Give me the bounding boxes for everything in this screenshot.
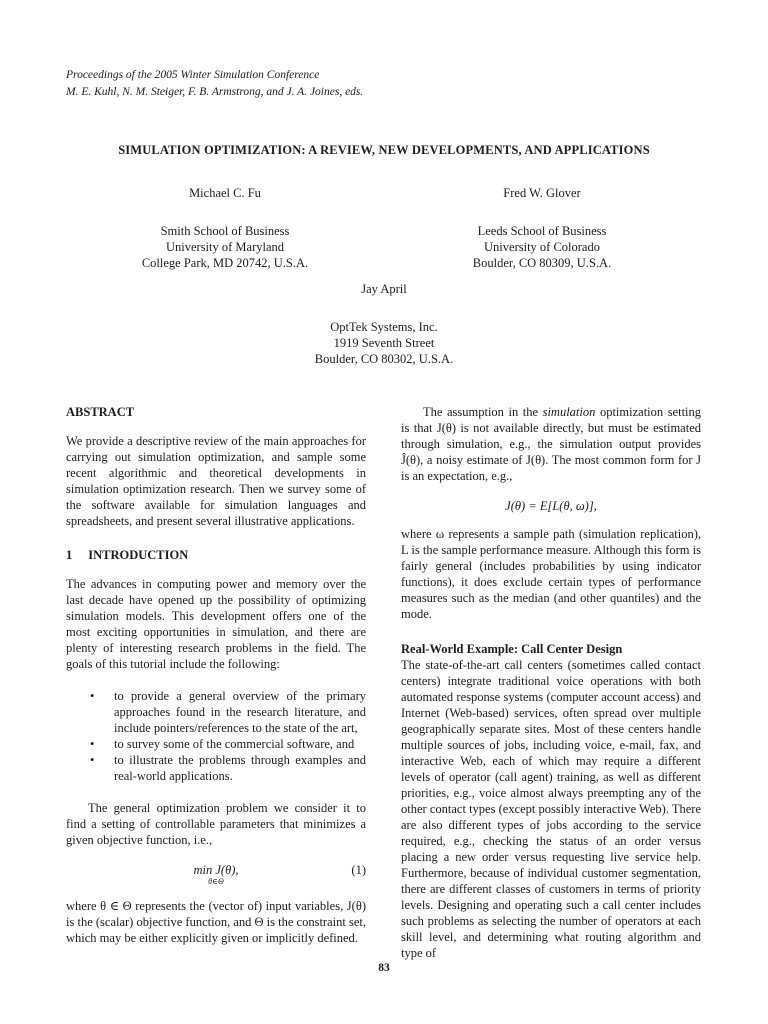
- list-item: • to provide a general overview of the primary approaches found in the research literature, and include pointers/references to the state of the art,: [90, 689, 366, 735]
- equation-1-expression: min J(θ),: [193, 863, 239, 877]
- example-paragraph: The state-of-the-art call centers (sometimes called contact centers) integrate traditional voice operations with both automated response systems (computer account access) and Internet (Web-based) services, often spread over multiple geographically separate sites. Most of these centers handle multiple sources of jobs, including voice, e-mail, fax, and interactive Web, each of which may require a different levels of operator (call agent) training, as well as different priorities, e.g., voice almost always preempting any of the other contact types (except possibly interactive Web). There are also different types of jobs according to the service required, e.g., checking the status of an order versus placing a new order versus requesting live service help. Furthermore, because of individual customer segmentation, there are different classes of customers in terms of priority levels. Designing and operating such a call center includes such problems as selecting the number of operators at each skill level, and determining what routing algorithm and type of: [401, 658, 701, 960]
- left-column: [66, 404, 366, 946]
- goals-list: [66, 688, 366, 784]
- definitions-paragraph: where θ ∈ Θ represents the (vector of) input variables, J(θ) is the (scalar) objective function, and Θ is the constraint set, which may be either explicitly given or implicitly defined.: [66, 899, 366, 945]
- assumption-paragraph: The assumption in the simulation optimization setting is that J(θ) is not available directly, but must be estimated through simulation, e.g., the simulation output provides Ĵ(θ), a noisy estimate of J(θ). The most common form for J is an expectation, e.g.,: [401, 405, 702, 483]
- author-block-april: [289, 281, 479, 367]
- list-item: • to illustrate the problems through examples and real-world applications.: [90, 753, 366, 783]
- author-affiliation: University of Colorado: [484, 240, 600, 254]
- equation-1: [66, 862, 366, 890]
- author-affiliation: College Park, MD 20742, U.S.A.: [141, 256, 309, 270]
- author-affiliation: Leeds School of Business: [477, 224, 607, 238]
- author-affiliation: Boulder, CO 80302, U.S.A.: [314, 352, 454, 366]
- author-affiliation: OptTek Systems, Inc.: [330, 320, 438, 334]
- author-affiliation: 1919 Seventh Street: [333, 336, 435, 350]
- section-heading-introduction: [66, 547, 366, 563]
- abstract-text: We provide a descriptive review of the main approaches for carrying out simulation optimization, and sample some recent algorithmic and theoretical developments in simulation optimization research. Then we survey some of the software available for simulation languages and spreadsheets, and present several illustrative applications.: [66, 434, 366, 528]
- list-item: • to survey some of the commercial software, and: [90, 737, 355, 751]
- equation-1-subscript: θ∈Θ: [208, 877, 224, 886]
- author-name: Jay April: [361, 282, 407, 296]
- equation-1-number: (1): [351, 863, 366, 877]
- paper-title: SIMULATION OPTIMIZATION: A REVIEW, NEW DEVELOPMENTS, AND APPLICATIONS: [118, 143, 650, 157]
- sample-path-paragraph: where ω represents a sample path (simulation replication), L is the sample performance measure. Although this form is fairly general (includes probabilities by using indicator functions), it does exclude certain types of performance measures such as the median (and other quantiles) and the mode.: [401, 527, 701, 621]
- equation-2: J(θ) = E[L(θ, ω)],: [505, 499, 597, 513]
- section-number: 1: [66, 548, 73, 562]
- emphasis-simulation: simulation: [542, 405, 596, 419]
- abstract-heading: ABSTRACT: [66, 405, 135, 419]
- problem-paragraph: The general optimization problem we consider it to find a setting of controllable parameters that minimizes a given objective function, i.e.,: [66, 801, 366, 847]
- intro-paragraph: The advances in computing power and memory over the last decade have opened up the possibility of optimizing simulation models. This development offers one of the most exciting opportunities in simulation, and there are plenty of interesting research problems in the field. The goals of this tutorial include the following:: [66, 577, 366, 671]
- bullet-icon: •: [90, 737, 95, 751]
- section-title: INTRODUCTION: [88, 548, 189, 562]
- author-name: Fred W. Glover: [503, 186, 581, 200]
- example-heading: Real-World Example: Call Center Design: [401, 642, 623, 656]
- author-block-glover: [447, 185, 637, 271]
- author-affiliation: Smith School of Business: [160, 224, 290, 238]
- editors-line: M. E. Kuhl, N. M. Steiger, F. B. Armstrong, and J. A. Joines, eds.: [66, 86, 364, 98]
- proceedings-line: Proceedings of the 2005 Winter Simulation Conference: [66, 69, 320, 81]
- bullet-icon: •: [90, 689, 95, 703]
- author-name: Michael C. Fu: [189, 186, 261, 200]
- author-block-fu: [130, 185, 320, 271]
- right-column: [401, 404, 701, 961]
- bullet-icon: •: [90, 753, 95, 767]
- author-affiliation: Boulder, CO 80309, U.S.A.: [472, 256, 612, 270]
- page-number: 83: [378, 962, 390, 974]
- author-affiliation: University of Maryland: [165, 240, 285, 254]
